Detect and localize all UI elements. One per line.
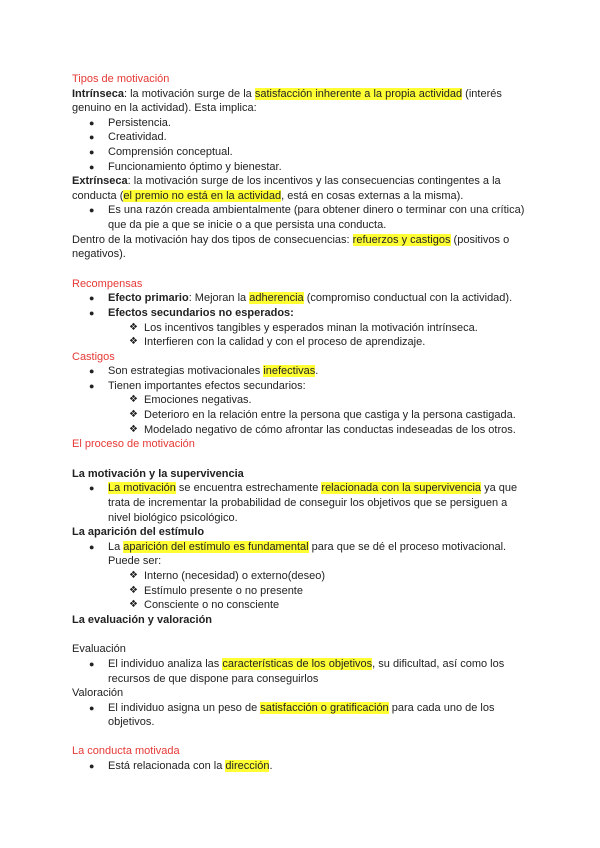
highlight: refuerzos y castigos xyxy=(352,233,451,246)
list-conducta xyxy=(72,759,532,774)
list-item: ● La aparición del estímulo es fundamental para que se dé el proceso motivacional. Puede ser: xyxy=(89,540,507,568)
bullet-icon: ● xyxy=(89,366,95,377)
bullet-icon: ● xyxy=(89,658,95,669)
subheading-supervivencia: La motivación y la supervivencia xyxy=(72,467,244,480)
diamond-bullet-icon: ❖ xyxy=(129,321,138,333)
bullet-icon: ● xyxy=(89,161,95,172)
list-item: ● Efectos secundarios no esperados: xyxy=(89,306,294,319)
heading-proceso-motivacion: El proceso de motivación xyxy=(72,438,195,451)
highlight: características de los objetivos xyxy=(222,657,373,670)
highlight: La motivación xyxy=(108,482,176,495)
list-item: ● Está relacionada con la dirección. xyxy=(89,759,273,772)
diamond-bullet-icon: ❖ xyxy=(129,409,138,421)
sub-list-item: ❖ Estímulo presente o no presente xyxy=(129,584,303,597)
diamond-bullet-icon: ❖ xyxy=(129,584,138,596)
list-item: ● El individuo analiza las características de los objetivos, su dificultad, así como los recursos de que dispone para conseguirlos xyxy=(89,657,505,685)
sub-list-item: ❖ Emociones negativas. xyxy=(129,394,252,407)
heading-castigos: Castigos xyxy=(72,350,115,363)
highlight: relacionada con la supervivencia xyxy=(321,482,482,495)
bullet-icon: ● xyxy=(89,541,95,552)
term-intrinseca: Intrínseca xyxy=(72,87,124,100)
paragraph-consecuencias: Dentro de la motivación hay dos tipos de consecuencias: refuerzos y castigos (positivos o negativos). xyxy=(72,233,510,261)
list-item: ● Son estrategias motivacionales inefectivas. xyxy=(89,365,319,378)
heading-recompensas: Recompensas xyxy=(72,277,143,290)
highlight: satisfacción inherente a la propia actividad xyxy=(254,87,463,100)
sub-list-item: ❖ Consciente o no consciente xyxy=(129,599,280,612)
term-extrinseca: Extrínseca xyxy=(72,175,128,188)
subheading-evaluacion-valoracion: La evaluación y valoración xyxy=(72,613,213,626)
list-item: ● El individuo asigna un peso de satisfacción o gratificación para cada uno de los objetivos. xyxy=(89,701,495,729)
diamond-bullet-icon: ❖ xyxy=(129,336,138,348)
paragraph-intrinseca: Intrínseca: la motivación surge de la satisfacción inherente a la propia actividad (interés genuino en la actividad). Esta implica: xyxy=(72,87,502,115)
list-recompensas xyxy=(72,291,532,349)
paragraph-extrinseca: Extrínseca: la motivación surge de los incentivos y las consecuencias contingentes a la conducta (el premio no está en la actividad, está en cosas externas a la misma). xyxy=(72,175,501,202)
list-extrinseca xyxy=(72,203,532,232)
highlight: el premio no está en la actividad xyxy=(123,189,282,202)
list-estimulo xyxy=(72,540,532,613)
bullet-icon: ● xyxy=(89,146,95,157)
label-valoracion: Valoración xyxy=(72,687,124,700)
bullet-icon: ● xyxy=(89,117,95,128)
list-item: ● Persistencia. xyxy=(89,116,171,129)
bullet-icon: ● xyxy=(89,293,95,304)
list-intrinseca xyxy=(72,116,532,174)
bullet-icon: ● xyxy=(89,307,95,318)
list-item: ● Funcionamiento óptimo y bienestar. xyxy=(89,160,282,173)
highlight: dirección xyxy=(225,759,270,772)
heading-tipos-motivacion: Tipos de motivación xyxy=(72,73,170,85)
list-item: ● Tienen importantes efectos secundarios: xyxy=(89,379,306,392)
diamond-bullet-icon: ❖ xyxy=(129,570,138,581)
highlight: inefectivas xyxy=(263,365,316,378)
highlight: satisfacción o gratificación xyxy=(260,701,389,714)
label-evaluacion: Evaluación xyxy=(72,643,126,656)
bullet-icon: ● xyxy=(89,380,95,391)
list-item: ● Comprensión conceptual. xyxy=(89,145,233,158)
bullet-icon: ● xyxy=(89,702,95,713)
list-item: ● Es una razón creada ambientalmente (para obtener dinero o terminar con una crítica) que da pie a que se inicie o a que persista una conducta. xyxy=(89,204,525,231)
bullet-icon: ● xyxy=(89,760,95,771)
list-item: ● Efecto primario: Mejoran la adherencia (compromiso conductual con la actividad). xyxy=(89,292,513,305)
diamond-bullet-icon: ❖ xyxy=(129,394,138,406)
diamond-bullet-icon: ❖ xyxy=(129,423,138,435)
list-valoracion xyxy=(72,701,532,730)
highlight: aparición del estímulo es fundamental xyxy=(123,540,309,553)
list-item: ● La motivación se encuentra estrechamente relacionada con la supervivencia ya que trata de incrementar la probabilidad de conseguir los objetivos que se persiguen a nivel biológico psicológico. xyxy=(89,482,518,524)
sub-list-item: ❖ Interfieren con la calidad y con el proceso de aprendizaje. xyxy=(129,336,426,349)
document-page xyxy=(72,72,532,773)
sub-list-item: ❖ Interno (necesidad) o externo(deseo) xyxy=(129,570,325,582)
sub-list-item: ❖ Modelado negativo de cómo afrontar las conductas indeseadas de los otros. xyxy=(129,423,516,436)
sub-list-item: ❖ Deterioro en la relación entre la persona que castiga y la persona castigada. xyxy=(129,409,516,422)
sub-list-item: ❖ Los incentivos tangibles y esperados minan la motivación intrínseca. xyxy=(129,321,478,334)
bullet-icon: ● xyxy=(89,205,95,216)
list-item: ● Creatividad. xyxy=(89,131,167,144)
highlight: adherencia xyxy=(249,292,304,305)
bullet-icon: ● xyxy=(89,483,95,494)
heading-conducta-motivada: La conducta motivada xyxy=(72,744,180,757)
list-supervivencia xyxy=(72,481,532,525)
bullet-icon: ● xyxy=(89,132,95,143)
subheading-estimulo: La aparición del estímulo xyxy=(72,526,205,539)
diamond-bullet-icon: ❖ xyxy=(129,599,138,611)
list-evaluacion xyxy=(72,657,532,686)
list-castigos xyxy=(72,364,532,437)
